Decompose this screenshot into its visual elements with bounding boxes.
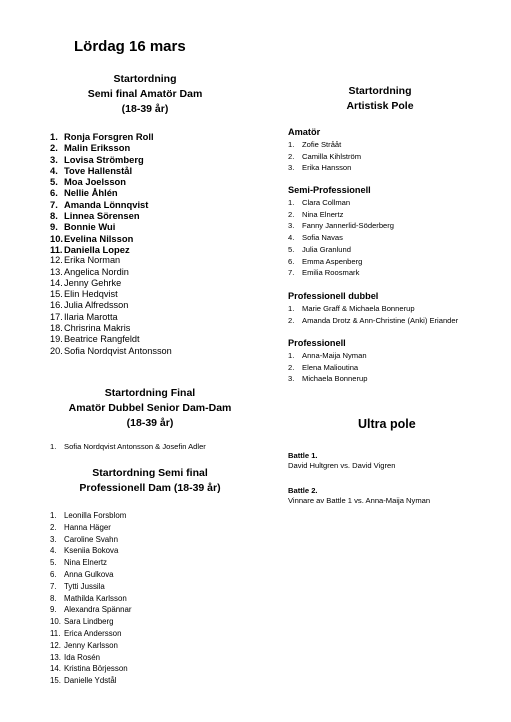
item-number: 2. — [50, 522, 57, 532]
list-item — [288, 197, 394, 209]
item-number: 4. — [50, 546, 57, 556]
item-name: Sofia Nordqvist Antonsson — [64, 345, 172, 356]
item-name: Sofia Navas — [302, 233, 343, 243]
list-item — [50, 569, 132, 581]
item-number: 13. — [50, 652, 61, 662]
item-name: Nellie Åhlén — [64, 187, 118, 199]
group-title: Professionell dubbel — [288, 291, 379, 301]
battle-label: Battle 1. — [288, 451, 318, 460]
list-item — [288, 256, 394, 268]
item-number: 1. — [50, 511, 57, 520]
item-number: 2. — [288, 315, 295, 325]
item-number: 4. — [288, 233, 295, 243]
heading-line: Startordning Final — [104, 387, 196, 399]
item-name: Ronja Forsgren Roll — [64, 131, 154, 142]
item-number: 20. — [50, 345, 63, 356]
item-name: Kseniia Bokova — [64, 546, 119, 556]
list-item — [50, 312, 172, 323]
list-item — [50, 165, 172, 176]
item-number: 7. — [50, 581, 57, 591]
list-item — [50, 142, 172, 153]
item-name: Danielle Ydstål — [64, 676, 117, 686]
list-item — [50, 640, 132, 652]
item-name: Linnea Sörensen — [64, 210, 140, 222]
item-number: 4. — [50, 164, 58, 176]
item-number: 17. — [50, 311, 63, 322]
item-number: 2. — [288, 151, 295, 161]
item-number: 2. — [288, 362, 295, 372]
item-name: Julia Alfredsson — [64, 300, 129, 311]
item-name: Emma Aspenberg — [302, 256, 363, 266]
item-name: Lovisa Strömberg — [64, 153, 144, 165]
list-item — [50, 289, 172, 300]
list-item — [50, 534, 132, 546]
group-title: Semi-Professionell — [288, 185, 371, 195]
list-item — [288, 162, 361, 174]
item-name: Chrisrina Makris — [64, 323, 131, 334]
item-name: Bonnie Wui — [64, 221, 116, 233]
item-name: Marie Graff & Michaela Bonnerup — [302, 304, 415, 313]
list-item — [50, 522, 132, 534]
heading-line: Professionell Dam (18-39 år) — [79, 482, 221, 494]
item-name: Daniella Lopez — [64, 243, 130, 255]
item-number: 8. — [50, 210, 58, 222]
item-number: 1. — [288, 140, 295, 149]
item-name: Erika Hansson — [302, 163, 352, 173]
heading-line: Artistisk Pole — [346, 100, 414, 112]
list-item — [288, 267, 394, 279]
item-number: 2. — [50, 142, 58, 154]
item-name: Camilla Kihlström — [302, 151, 362, 161]
item-number: 15. — [50, 676, 61, 686]
list-item — [50, 581, 132, 593]
item-name: Ilaria Marotta — [64, 311, 118, 322]
item-name: Zofie Strååt — [302, 140, 342, 149]
item-name: Michaela Bonnerup — [302, 374, 368, 384]
item-number: 12. — [50, 255, 63, 266]
semi-amator-list — [50, 131, 172, 357]
item-number: 2. — [288, 209, 295, 219]
item-name: Anna-Maija Nyman — [302, 351, 367, 360]
list-item — [50, 300, 172, 311]
list-item — [288, 220, 394, 232]
list-item — [50, 199, 172, 210]
semi-prof-list — [50, 510, 132, 687]
heading-line: Semi final Amatör Dam — [87, 88, 203, 100]
item-number: 3. — [288, 374, 295, 384]
item-number: 16. — [50, 300, 63, 311]
item-number: 19. — [50, 334, 63, 345]
artistisk-group-professionell — [288, 338, 367, 383]
group-title: Professionell — [288, 338, 346, 348]
artistisk-heading — [300, 84, 460, 114]
item-number: 1. — [288, 351, 295, 360]
item-name: Hanna Häger — [64, 522, 111, 532]
item-name: Caroline Svahn — [64, 534, 118, 544]
item-number: 6. — [50, 569, 57, 579]
list-item — [50, 593, 132, 605]
item-name: Malin Eriksson — [64, 142, 131, 154]
final-dubbel-list — [50, 441, 206, 453]
list-item — [288, 151, 361, 163]
item-name: Amanda Lönnqvist — [64, 198, 149, 210]
group-list — [288, 197, 394, 279]
artistisk-group-professionell-dubbel — [288, 291, 458, 324]
list-item — [50, 346, 172, 357]
item-name: Jenny Karlsson — [64, 640, 118, 650]
item-name: Nina Elnertz — [302, 209, 344, 219]
item-name: Alexandra Spännar — [64, 605, 132, 615]
heading-line: Amatör Dubbel Senior Dam-Dam — [68, 402, 232, 414]
item-number: 12. — [50, 640, 61, 650]
item-number: 7. — [50, 198, 58, 210]
list-item — [50, 510, 132, 522]
list-item — [50, 278, 172, 289]
item-name: Moa Joelsson — [64, 176, 126, 188]
list-item — [50, 663, 132, 675]
semi-prof-heading — [40, 466, 260, 496]
item-number: 10. — [50, 617, 61, 627]
item-number: 14. — [50, 277, 63, 288]
item-name: Elin Hedqvist — [64, 289, 118, 300]
item-number: 8. — [50, 593, 57, 603]
list-item — [50, 233, 172, 244]
heading-line: Startordning Semi final — [92, 467, 208, 479]
list-item — [50, 628, 132, 640]
final-dubbel-heading — [30, 386, 270, 431]
group-title: Amatör — [288, 127, 321, 137]
item-number: 1. — [288, 304, 295, 313]
item-number: 9. — [50, 221, 58, 233]
group-list — [288, 350, 367, 385]
list-item — [50, 131, 172, 142]
heading-line: (18-39 år) — [126, 417, 174, 429]
list-item — [288, 315, 458, 327]
list-item — [288, 362, 367, 374]
list-item — [288, 232, 394, 244]
item-name: Emilia Roosmark — [302, 268, 360, 278]
list-item — [288, 350, 367, 362]
list-item — [50, 557, 132, 569]
list-item — [50, 255, 172, 266]
item-name: Mathilda Karlsson — [64, 593, 127, 603]
heading-line: (18-39 år) — [121, 103, 169, 115]
item-name: Julia Granlund — [302, 244, 351, 254]
item-number: 3. — [50, 534, 57, 544]
item-name: Sara Lindberg — [64, 617, 114, 627]
ultra-title: Ultra pole — [358, 417, 416, 431]
item-name: Sofia Nordqvist Antonsson & Josefin Adler — [64, 442, 206, 451]
list-item — [50, 441, 206, 453]
item-number: 5. — [50, 176, 58, 188]
item-number: 13. — [50, 266, 63, 277]
item-number: 5. — [50, 558, 57, 568]
list-item — [288, 139, 361, 151]
list-item — [50, 616, 132, 628]
list-item — [288, 209, 394, 221]
item-number: 6. — [50, 187, 58, 199]
battle-1 — [288, 451, 396, 472]
item-name: Jenny Gehrke — [64, 277, 122, 288]
list-item — [50, 334, 172, 345]
list-item — [50, 221, 172, 232]
list-item — [288, 373, 367, 385]
list-item — [50, 545, 132, 557]
item-number: 3. — [288, 163, 295, 173]
list-item — [50, 176, 172, 187]
list-item — [50, 267, 172, 278]
item-number: 5. — [288, 244, 295, 254]
item-name: Fanny Jannerlid-Söderberg — [302, 221, 395, 231]
list-item — [50, 604, 132, 616]
artistisk-group-amator — [288, 127, 361, 172]
item-number: 11. — [50, 243, 63, 255]
item-name: Erica Andersson — [64, 628, 122, 638]
item-number: 1. — [50, 442, 57, 451]
battle-label: Battle 2. — [288, 486, 318, 495]
item-name: Tytti Jussila — [64, 581, 105, 591]
item-number: 6. — [288, 256, 295, 266]
list-item — [50, 154, 172, 165]
list-item — [50, 210, 172, 221]
item-name: Angelica Nordin — [64, 266, 129, 277]
item-number: 18. — [50, 323, 63, 334]
list-item — [50, 323, 172, 334]
list-item — [50, 244, 172, 255]
item-name: Nina Elnertz — [64, 558, 107, 568]
item-name: Evelina Nilsson — [64, 232, 134, 244]
group-list — [288, 303, 458, 326]
semi-amator-heading — [40, 72, 250, 117]
heading-line: Startordning — [348, 85, 412, 97]
heading-line: Startordning — [113, 73, 177, 85]
item-name: Clara Collman — [302, 198, 351, 207]
item-number: 10. — [50, 232, 64, 244]
item-number: 1. — [50, 131, 58, 142]
list-item — [288, 244, 394, 256]
item-number: 14. — [50, 664, 61, 674]
item-name: Erika Norman — [64, 255, 121, 266]
item-name: Kristina Börjesson — [64, 664, 128, 674]
list-item — [288, 303, 458, 315]
item-number: 15. — [50, 289, 63, 300]
item-number: 3. — [50, 153, 58, 165]
item-name: Anna Gulkova — [64, 569, 114, 579]
battle-text: David Hultgren vs. David Vigren — [288, 461, 396, 470]
artistisk-group-semi-professionell — [288, 185, 394, 277]
item-name: Elena Malioutina — [302, 362, 359, 372]
item-number: 7. — [288, 268, 295, 278]
item-name: Leonilla Forsblom — [64, 511, 127, 520]
list-item — [50, 652, 132, 664]
page-title: Lördag 16 mars — [74, 38, 186, 55]
item-name: Beatrice Rangfeldt — [64, 334, 140, 345]
item-name: Amanda Drotz & Ann-Christine (Anki) Eriander — [302, 315, 459, 325]
battle-text: Vinnare av Battle 1 vs. Anna-Maija Nyman — [288, 496, 431, 505]
item-name: Ida Rosén — [64, 652, 100, 662]
group-list — [288, 139, 361, 174]
item-number: 3. — [288, 221, 295, 231]
item-name: Tove Hallenstål — [64, 164, 133, 176]
item-number: 11. — [50, 628, 61, 638]
battle-2 — [288, 486, 430, 507]
list-item — [50, 187, 172, 198]
item-number: 9. — [50, 605, 57, 615]
item-number: 1. — [288, 198, 295, 207]
list-item — [50, 675, 132, 687]
